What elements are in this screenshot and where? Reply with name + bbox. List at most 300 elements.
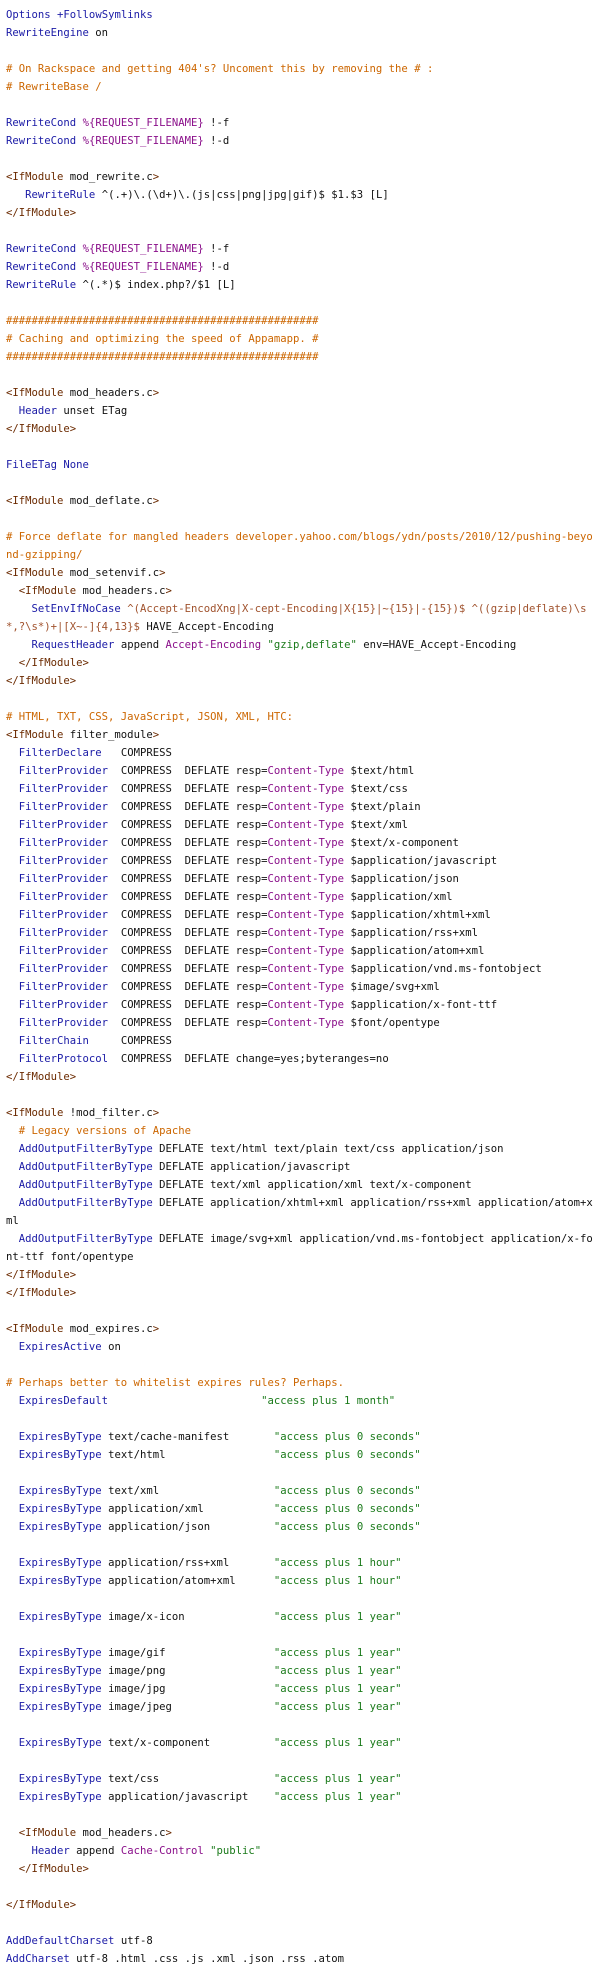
code-line (6, 1032, 594, 1050)
plain-text-token: append (69, 1845, 121, 1857)
plain-text-token (6, 801, 19, 813)
plain-text-token: image/jpg (101, 1683, 274, 1695)
plain-text-token: mod_rewrite.c (63, 171, 153, 183)
plain-text-token (6, 1773, 19, 1785)
blank-line (6, 510, 594, 528)
code-line (6, 456, 594, 474)
string-token: "access plus 0 seconds" (273, 1503, 421, 1515)
module-tag-token: </IfModule> (6, 423, 77, 435)
plain-text-token: $text/html (344, 765, 415, 777)
comment-token: # RewriteBase / (6, 81, 102, 93)
plain-text-token: filter_module (63, 729, 153, 741)
code-line (6, 1140, 594, 1158)
variable-token: Content-Type (267, 765, 345, 777)
blank-line (6, 1716, 594, 1734)
module-tag-token: </IfModule> (6, 207, 77, 219)
plain-text-token: mod_deflate.c (63, 495, 153, 507)
plain-text-token: $text/plain (344, 801, 421, 813)
module-tag-token: </IfModule> (6, 1269, 77, 1281)
directive-token: ExpiresByType (18, 1701, 102, 1713)
plain-text-token: mod_headers.c (76, 585, 166, 597)
plain-text-token (6, 1827, 19, 1839)
module-tag-token: > (152, 387, 160, 399)
plain-text-token (6, 747, 19, 759)
variable-token: Content-Type (267, 837, 345, 849)
string-token: "access plus 1 year" (273, 1701, 402, 1713)
code-line (6, 1788, 594, 1806)
plain-text-token (6, 819, 19, 831)
plain-text-token (6, 963, 19, 975)
plain-text-token: COMPRESS DEFLATE resp= (108, 855, 268, 867)
module-tag-token: <IfModule (18, 585, 77, 597)
comment-token: # Legacy versions of Apache (18, 1125, 191, 1137)
module-tag-token: > (152, 1323, 160, 1335)
plain-text-token (6, 1395, 19, 1407)
code-line (6, 942, 594, 960)
code-line (6, 672, 594, 690)
code-line (6, 276, 594, 294)
blank-line (6, 150, 594, 168)
code-line (6, 870, 594, 888)
plain-text-token (108, 1395, 261, 1407)
blank-line (6, 1806, 594, 1824)
plain-text-token (6, 1611, 19, 1623)
module-tag-token: > (152, 729, 160, 741)
plain-text-token: COMPRESS (101, 747, 172, 759)
plain-text-token (6, 1053, 19, 1065)
directive-token: FilterProvider (18, 909, 109, 921)
string-token: "access plus 0 seconds" (273, 1431, 421, 1443)
plain-text-token (6, 1161, 19, 1173)
variable-token: Content-Type (267, 819, 345, 831)
code-line (6, 1158, 594, 1176)
code-line (6, 708, 594, 726)
code-line (6, 528, 594, 564)
plain-text-token: DEFLATE text/xml application/xml text/x-component (152, 1179, 472, 1191)
directive-token: SetEnvIfNoCase (31, 603, 121, 615)
blank-line (6, 1302, 594, 1320)
variable-token: Content-Type (267, 945, 345, 957)
directive-token: ExpiresByType (18, 1737, 102, 1749)
code-line (6, 978, 594, 996)
blank-line (6, 438, 594, 456)
code-line (6, 1446, 594, 1464)
directive-token: FileETag (6, 459, 58, 471)
code-line (6, 1230, 594, 1266)
blank-line (6, 1752, 594, 1770)
directive-token: ExpiresByType (18, 1449, 102, 1461)
code-line (6, 960, 594, 978)
code-line (6, 492, 594, 510)
directive-token: RequestHeader (31, 639, 115, 651)
module-tag-token: > (152, 1107, 160, 1119)
directive-token: RewriteCond (6, 135, 77, 147)
comment-token: ################################################# (6, 315, 319, 327)
plain-text-token: COMPRESS DEFLATE resp= (108, 963, 268, 975)
code-line (6, 186, 594, 204)
plain-text-token (6, 1035, 19, 1047)
module-tag-token: > (152, 171, 160, 183)
variable-token: Content-Type (267, 1017, 345, 1029)
string-token: "access plus 1 year" (273, 1665, 402, 1677)
module-tag-token: <IfModule (6, 1107, 64, 1119)
directive-token: FilterDeclare (18, 747, 102, 759)
directive-token: FilterProvider (18, 945, 109, 957)
value-token: +FollowSymlinks (57, 9, 153, 21)
code-line (6, 1374, 594, 1392)
directive-token: FilterProvider (18, 819, 109, 831)
directive-token: RewriteCond (6, 117, 77, 129)
plain-text-token: text/cache-manifest (101, 1431, 274, 1443)
code-line (6, 1896, 594, 1914)
blank-line (6, 366, 594, 384)
blank-line (6, 1356, 594, 1374)
blank-line (6, 96, 594, 114)
string-token: "access plus 1 hour" (273, 1557, 402, 1569)
plain-text-token: mod_expires.c (63, 1323, 153, 1335)
plain-text-token (6, 1521, 19, 1533)
directive-token: FilterProvider (18, 855, 109, 867)
blank-line (6, 1410, 594, 1428)
module-tag-token: </IfModule> (6, 1287, 77, 1299)
plain-text-token: utf-8 .html .css .js .xml .json .rss .atom (69, 1953, 345, 1965)
plain-text-token: text/html (101, 1449, 274, 1461)
variable-token: Content-Type (267, 873, 345, 885)
plain-text-token: on (101, 1341, 121, 1353)
plain-text-token: ^(.*)$ index.php?/$1 [L] (76, 279, 236, 291)
plain-text-token: append (114, 639, 166, 651)
plain-text-token (6, 783, 19, 795)
directive-token: ExpiresByType (18, 1575, 102, 1587)
variable-token: Content-Type (267, 891, 345, 903)
code-line (6, 60, 594, 78)
plain-text-token: env=HAVE_Accept-Encoding (356, 639, 517, 651)
code-line (6, 24, 594, 42)
code-line (6, 1950, 594, 1968)
module-tag-token: <IfModule (6, 1323, 64, 1335)
code-line (6, 312, 594, 330)
plain-text-token (6, 909, 19, 921)
plain-text-token: $application/x-font-ttf (344, 999, 498, 1011)
module-tag-token: <IfModule (6, 729, 64, 741)
module-tag-token: </IfModule> (6, 1071, 77, 1083)
code-line (6, 1608, 594, 1626)
plain-text-token (6, 945, 19, 957)
string-token: "access plus 1 year" (273, 1611, 402, 1623)
code-line (6, 1644, 594, 1662)
blank-line (6, 1086, 594, 1104)
plain-text-token (6, 1431, 19, 1443)
code-line (6, 1680, 594, 1698)
plain-text-token (6, 1341, 19, 1353)
plain-text-token: COMPRESS DEFLATE resp= (108, 765, 268, 777)
comment-token: # Force deflate for mangled headers developer.yahoo.com/blogs/ydn/posts/2010/12/pushing-beyond-gzipping/ (6, 531, 593, 561)
plain-text-token (6, 1233, 19, 1245)
plain-text-token (6, 1737, 19, 1749)
value-token: None (63, 459, 89, 471)
plain-text-token: utf-8 (114, 1935, 153, 1947)
string-token: "access plus 1 hour" (273, 1575, 402, 1587)
module-tag-token: > (159, 567, 166, 579)
string-token: "public" (210, 1845, 262, 1857)
plain-text-token: application/atom+xml (101, 1575, 274, 1587)
module-tag-token: </IfModule> (6, 675, 77, 687)
plain-text-token: $application/javascript (344, 855, 498, 867)
directive-token: ExpiresByType (18, 1665, 102, 1677)
plain-text-token (6, 1791, 19, 1803)
plain-text-token (6, 1197, 19, 1209)
plain-text-token: COMPRESS DEFLATE resp= (108, 945, 268, 957)
directive-token: ExpiresByType (18, 1521, 102, 1533)
plain-text-token: COMPRESS DEFLATE resp= (108, 909, 268, 921)
plain-text-token: unset ETag (57, 405, 128, 417)
module-tag-token: > (165, 1827, 172, 1839)
plain-text-token: !mod_filter.c (63, 1107, 153, 1119)
code-line (6, 1554, 594, 1572)
plain-text-token (6, 999, 19, 1011)
string-token: "access plus 1 year" (273, 1647, 402, 1659)
directive-token: AddOutputFilterByType (18, 1143, 153, 1155)
plain-text-token (6, 765, 19, 777)
string-token: "gzip,deflate" (267, 639, 357, 651)
module-tag-token: > (165, 585, 172, 597)
directive-token: Header (31, 1845, 70, 1857)
variable-token: Accept-Encoding (165, 639, 262, 651)
module-tag-token: <IfModule (18, 1827, 77, 1839)
plain-text-token (6, 1179, 19, 1191)
directive-token: FilterChain (18, 1035, 89, 1047)
module-tag-token: </IfModule> (18, 657, 89, 669)
plain-text-token: COMPRESS DEFLATE resp= (108, 783, 268, 795)
variable-token: Content-Type (267, 963, 345, 975)
code-line (6, 258, 594, 276)
module-tag-token: </IfModule> (6, 1899, 77, 1911)
plain-text-token (6, 1143, 19, 1155)
plain-text-token (6, 1449, 19, 1461)
module-tag-token: <IfModule (6, 567, 64, 579)
plain-text-token (6, 603, 32, 615)
variable-token: Content-Type (267, 783, 345, 795)
string-token: "access plus 1 year" (273, 1773, 402, 1785)
plain-text-token (6, 837, 19, 849)
directive-token: ExpiresByType (18, 1611, 102, 1623)
plain-text-token: mod_headers.c (63, 387, 153, 399)
plain-text-token (6, 1845, 32, 1857)
comment-token: # HTML, TXT, CSS, JavaScript, JSON, XML, HTC: (6, 711, 294, 723)
code-line (6, 1338, 594, 1356)
plain-text-token: mod_headers.c (76, 1827, 166, 1839)
plain-text-token: COMPRESS DEFLATE resp= (108, 981, 268, 993)
directive-token: FilterProvider (18, 1017, 109, 1029)
code-line (6, 1014, 594, 1032)
code-line (6, 1662, 594, 1680)
directive-token: RewriteCond (6, 261, 77, 273)
code-line (6, 1194, 594, 1230)
plain-text-token: $application/json (344, 873, 459, 885)
code-line (6, 600, 594, 636)
plain-text-token (6, 1647, 19, 1659)
plain-text-token: COMPRESS DEFLATE resp= (108, 927, 268, 939)
variable-token: %{REQUEST_FILENAME} (82, 261, 204, 273)
code-line (6, 636, 594, 654)
plain-text-token: COMPRESS DEFLATE resp= (108, 891, 268, 903)
code-line (6, 564, 594, 582)
code-line (6, 762, 594, 780)
plain-text-token (6, 189, 25, 201)
directive-token: RewriteRule (25, 189, 96, 201)
code-line (6, 1284, 594, 1302)
directive-token: ExpiresByType (18, 1503, 102, 1515)
plain-text-token: image/x-icon (101, 1611, 274, 1623)
plain-text-token (6, 981, 19, 993)
plain-text-token: COMPRESS DEFLATE resp= (108, 801, 268, 813)
plain-text-token: $application/atom+xml (344, 945, 485, 957)
plain-text-token: !-f (203, 117, 230, 129)
blank-line (6, 1914, 594, 1932)
plain-text-token: text/css (101, 1773, 274, 1785)
plain-text-token (6, 927, 19, 939)
code-line (6, 1104, 594, 1122)
plain-text-token: DEFLATE image/svg+xml application/vnd.ms-fontobject application/x-font-ttf font/opentype (6, 1233, 593, 1263)
code-line (6, 1734, 594, 1752)
code-line (6, 834, 594, 852)
plain-text-token: $application/rss+xml (344, 927, 478, 939)
code-line (6, 330, 594, 348)
plain-text-token (6, 1701, 19, 1713)
code-line (6, 6, 594, 24)
code-line (6, 1428, 594, 1446)
plain-text-token: $application/xml (344, 891, 453, 903)
blank-line (6, 1590, 594, 1608)
variable-token: Content-Type (267, 999, 345, 1011)
comment-token: # Perhaps better to whitelist expires rules? Perhaps. (6, 1377, 345, 1389)
plain-text-token: image/png (101, 1665, 274, 1677)
blank-line (6, 1536, 594, 1554)
code-line (6, 348, 594, 366)
directive-token: AddOutputFilterByType (18, 1179, 153, 1191)
code-line (6, 1068, 594, 1086)
code-line (6, 996, 594, 1014)
code-line (6, 1482, 594, 1500)
code-line (6, 240, 594, 258)
plain-text-token: DEFLATE application/javascript (152, 1161, 351, 1173)
directive-token: ExpiresActive (18, 1341, 102, 1353)
code-line (6, 1770, 594, 1788)
code-line (6, 1932, 594, 1950)
code-line (6, 114, 594, 132)
plain-text-token: !-d (203, 135, 230, 147)
plain-text-token (6, 405, 19, 417)
plain-text-token: $text/x-component (344, 837, 459, 849)
plain-text-token (6, 1017, 19, 1029)
code-line (6, 906, 594, 924)
string-token: "access plus 1 month" (261, 1395, 396, 1407)
variable-token: Cache-Control (120, 1845, 204, 1857)
plain-text-token: $text/css (344, 783, 408, 795)
directive-token: FilterProvider (18, 963, 109, 975)
plain-text-token (6, 1125, 19, 1137)
code-line (6, 168, 594, 186)
blank-line (6, 42, 594, 60)
plain-text-token: COMPRESS (88, 1035, 172, 1047)
code-line (6, 78, 594, 96)
directive-token: FilterProvider (18, 891, 109, 903)
directive-token: FilterProtocol (18, 1053, 109, 1065)
plain-text-token (6, 873, 19, 885)
directive-token: FilterProvider (18, 981, 109, 993)
plain-text-token (6, 1503, 19, 1515)
code-line (6, 1572, 594, 1590)
plain-text-token: COMPRESS DEFLATE resp= (108, 873, 268, 885)
comment-token: # On Rackspace and getting 404's? Uncoment this by removing the # : (6, 63, 434, 75)
blank-line (6, 474, 594, 492)
regex-token: ^((gzip|deflate)\s*,?\s*)+|[X~-]{4,13}$ (6, 603, 587, 633)
string-token: "access plus 1 year" (273, 1791, 402, 1803)
directive-token: FilterProvider (18, 873, 109, 885)
plain-text-token: COMPRESS DEFLATE resp= (108, 819, 268, 831)
code-line (6, 1698, 594, 1716)
regex-token: ^(Accept-EncodXng|X-cept-Encoding|X{15}|~{15}|-{15})$ (127, 603, 466, 615)
variable-token: %{REQUEST_FILENAME} (82, 243, 204, 255)
plain-text-token (6, 1863, 19, 1875)
plain-text-token: COMPRESS DEFLATE resp= (108, 999, 268, 1011)
directive-token: FilterProvider (18, 837, 109, 849)
directive-token: ExpiresByType (18, 1773, 102, 1785)
code-line (6, 204, 594, 222)
module-tag-token: <IfModule (6, 387, 64, 399)
directive-token: ExpiresByType (18, 1431, 102, 1443)
plain-text-token: DEFLATE text/html text/plain text/css application/json (152, 1143, 504, 1155)
comment-token: ################################################# (6, 351, 319, 363)
plain-text-token: text/xml (101, 1485, 274, 1497)
directive-token: Options (6, 9, 51, 21)
directive-token: RewriteCond (6, 243, 77, 255)
module-tag-token: </IfModule> (18, 1863, 89, 1875)
code-line (6, 1320, 594, 1338)
plain-text-token (6, 1485, 19, 1497)
directive-token: AddCharset (6, 1953, 70, 1965)
directive-token: ExpiresDefault (18, 1395, 109, 1407)
plain-text-token: ^(.+)\.(\d+)\.(js|css|png|jpg|gif)$ $1.$3 [L] (95, 189, 389, 201)
code-line (6, 744, 594, 762)
plain-text-token: COMPRESS DEFLATE resp= (108, 837, 268, 849)
directive-token: FilterProvider (18, 927, 109, 939)
code-line (6, 1176, 594, 1194)
plain-text-token: $text/xml (344, 819, 408, 831)
code-line (6, 924, 594, 942)
plain-text-token: $font/opentype (344, 1017, 440, 1029)
plain-text-token: image/gif (101, 1647, 274, 1659)
directive-token: ExpiresByType (18, 1647, 102, 1659)
blank-line (6, 690, 594, 708)
plain-text-token (6, 1557, 19, 1569)
plain-text-token (6, 657, 19, 669)
directive-token: FilterProvider (18, 801, 109, 813)
directive-token: AddOutputFilterByType (18, 1161, 153, 1173)
plain-text-token (6, 1665, 19, 1677)
plain-text-token: $application/xhtml+xml (344, 909, 491, 921)
plain-text-token (6, 855, 19, 867)
variable-token: Content-Type (267, 855, 345, 867)
module-tag-token: > (152, 495, 160, 507)
directive-token: AddDefaultCharset (6, 1935, 115, 1947)
directive-token: FilterProvider (18, 783, 109, 795)
directive-token: ExpiresByType (18, 1791, 102, 1803)
directive-token: RewriteRule (6, 279, 77, 291)
string-token: "access plus 0 seconds" (273, 1449, 421, 1461)
code-line (6, 1518, 594, 1536)
directive-token: AddOutputFilterByType (18, 1197, 153, 1209)
